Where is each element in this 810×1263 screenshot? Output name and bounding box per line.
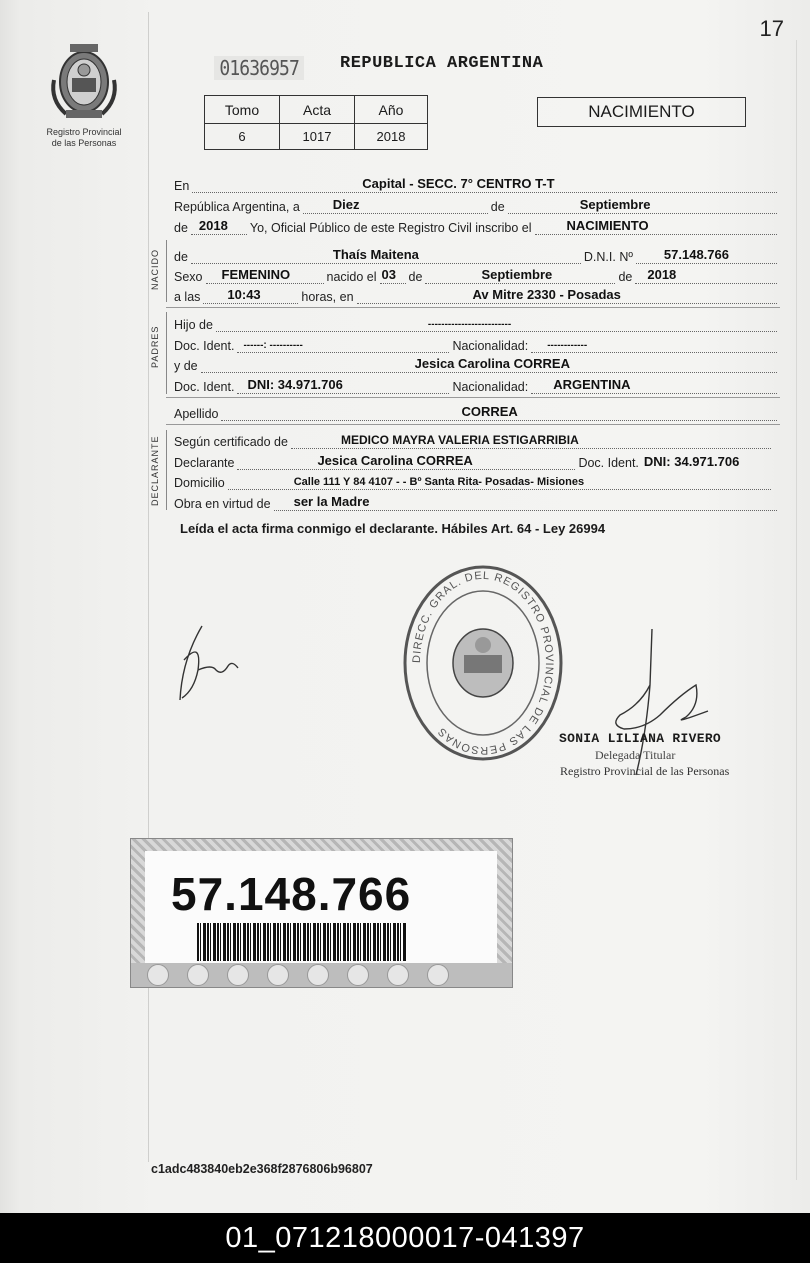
apellido-value: CORREA [461, 404, 518, 419]
sticker-number: 57.148.766 [171, 868, 412, 920]
acta-header: Acta [280, 96, 355, 124]
field-mother-doc [174, 374, 780, 394]
nacido-el-label: nacido el [326, 270, 377, 284]
anio-header: Año [355, 96, 428, 124]
mother-value: Jesica Carolina CORREA [414, 356, 570, 371]
day-value: Diez [332, 197, 360, 212]
en-label: En [174, 179, 190, 193]
father-nat-value: ------------ [547, 340, 588, 351]
registry-mark-icon [307, 964, 329, 986]
country-title: REPUBLICA ARGENTINA [340, 54, 544, 73]
child-dni-value: 57.148.766 [663, 247, 729, 262]
declarante-bracket [166, 430, 167, 510]
apellido-label: Apellido [174, 407, 219, 421]
certificado-value: MEDICO MAYRA VALERIA ESTIGARRIBIA [340, 433, 579, 447]
official-seal-icon [400, 563, 566, 763]
registry-label-line1: Registro Provincial [46, 127, 122, 137]
document-hash: c1adc483840eb2e368f2876806b96807 [151, 1162, 373, 1176]
registry-mark-icon [387, 964, 409, 986]
oficial-text: Yo, Oficial Público de este Registro Civil inscribo el [249, 221, 532, 235]
de2-label: de [174, 221, 188, 235]
birth-day-value: 03 [381, 267, 397, 282]
nacionalidad-label: Nacionalidad: [452, 339, 529, 353]
obra-value: ser la Madre [293, 494, 370, 509]
nacido-bracket [166, 240, 167, 302]
mother-doc-value: DNI: 34.971.706 [247, 377, 343, 392]
field-declarante [174, 450, 780, 470]
act-type-box: NACIMIENTO [537, 97, 746, 127]
doc-ident-label2: Doc. Ident. [174, 380, 235, 394]
domicilio-label: Domicilio [174, 476, 225, 490]
document-number: 01636957 [214, 56, 304, 80]
en-value: Capital - SECC. 7° CENTRO T-T [362, 176, 555, 191]
tomo-value: 6 [205, 124, 280, 150]
right-margin-line [796, 40, 797, 1180]
field-nacido-sexo [174, 264, 780, 284]
republica-label: República Argentina, a [174, 200, 300, 214]
field-nacido-time [174, 284, 780, 304]
declarante-value: Jesica Carolina CORREA [317, 453, 473, 468]
official-name: SONIA LILIANA RIVERO [559, 731, 722, 746]
left-margin-line [148, 12, 149, 1162]
field-en [174, 173, 780, 193]
tomo-header: Tomo [205, 96, 280, 124]
hijo-de-label: Hijo de [174, 318, 213, 332]
handwritten-signature-left [172, 620, 252, 710]
divider-1 [166, 307, 780, 308]
sticker-label [145, 851, 497, 963]
declarante-label: Declarante [174, 456, 235, 470]
seal-text: DIRECC. GRAL. DEL REGISTRO PROVINCIAL DE LAS PERSONAS [410, 569, 556, 757]
official-office: Registro Provincial de las Personas [560, 764, 730, 778]
field-date [174, 194, 780, 214]
declarante-section-label: DECLARANTE [150, 435, 160, 506]
time-value: 10:43 [227, 287, 261, 302]
field-nacido-name [174, 244, 780, 264]
official-role: Delegada Titular [595, 748, 676, 762]
de-label: de [490, 200, 505, 214]
barcode [197, 923, 407, 961]
divider-2 [166, 397, 780, 398]
inscribo-value: NACIMIENTO [566, 218, 649, 233]
father-value: ------------------------- [427, 319, 512, 330]
birth-month-value: Septiembre [481, 267, 553, 282]
dni-label: D.N.I. Nº [583, 250, 633, 264]
nacido-section-label: NACIDO [150, 248, 160, 290]
registry-label-line2: de las Personas [51, 138, 117, 148]
birth-place-value: Av Mitre 2330 - Posadas [472, 287, 621, 302]
sexo-value: FEMENINO [221, 267, 291, 282]
registry-mark-icon [187, 964, 209, 986]
nacionalidad-label2: Nacionalidad: [452, 380, 529, 394]
field-father-doc [174, 333, 780, 353]
nacido-de-label: de [174, 250, 188, 264]
field-obra [174, 491, 780, 511]
domicilio-value: Calle 111 Y 84 4107 - - Bº Santa Rita- Posadas- Misiones [293, 476, 585, 488]
registry-mark-icon [227, 964, 249, 986]
padres-section-label: PADRES [150, 325, 160, 368]
anio-value: 2018 [355, 124, 428, 150]
sexo-label: Sexo [174, 270, 203, 284]
registry-mark-icon [147, 964, 169, 986]
doc-ident-label: Doc. Ident. [174, 339, 235, 353]
a-las-label: a las [174, 290, 201, 304]
y-de-label: y de [174, 359, 198, 373]
registry-mark-icon [347, 964, 369, 986]
horas-en-label: horas, en [301, 290, 354, 304]
field-y-de [174, 353, 780, 373]
certificado-label: Según certificado de [174, 435, 288, 449]
page-number: 17 [759, 16, 784, 41]
birth-year-value: 2018 [647, 267, 677, 282]
declarante-doc-label: Doc. Ident. [578, 456, 639, 470]
registry-label [36, 127, 132, 149]
nacido-de-label2: de [408, 270, 423, 284]
obra-label: Obra en virtud de [174, 497, 271, 511]
registry-table [204, 95, 428, 150]
padres-bracket [166, 312, 167, 394]
field-apellido [174, 401, 780, 421]
registry-mark-icon [427, 964, 449, 986]
acta-value: 1017 [280, 124, 355, 150]
declarante-doc-value: DNI: 34.971.706 [643, 454, 740, 469]
year-value: 2018 [198, 218, 228, 233]
nacido-de-label3: de [618, 270, 633, 284]
closing-statement: Leída el acta firma conmigo el declarante. Hábiles Art. 64 - Ley 26994 [180, 521, 606, 536]
dni-sticker [130, 838, 513, 988]
mother-nat-value: ARGENTINA [553, 377, 631, 392]
father-doc-value: ------: ---------- [243, 340, 303, 351]
footer-code: 01_071218000017-041397 [0, 1213, 810, 1263]
field-inscribo [174, 215, 780, 235]
divider-3 [166, 424, 780, 425]
province-emblem-icon [46, 40, 122, 122]
field-hijo-de [174, 312, 780, 332]
registry-mark-icon [267, 964, 289, 986]
sticker-bottom-band [131, 963, 512, 987]
child-name-value: Thaís Maitena [332, 247, 419, 262]
field-certificado [174, 429, 774, 449]
field-domicilio [174, 470, 774, 490]
month-value: Septiembre [579, 197, 651, 212]
